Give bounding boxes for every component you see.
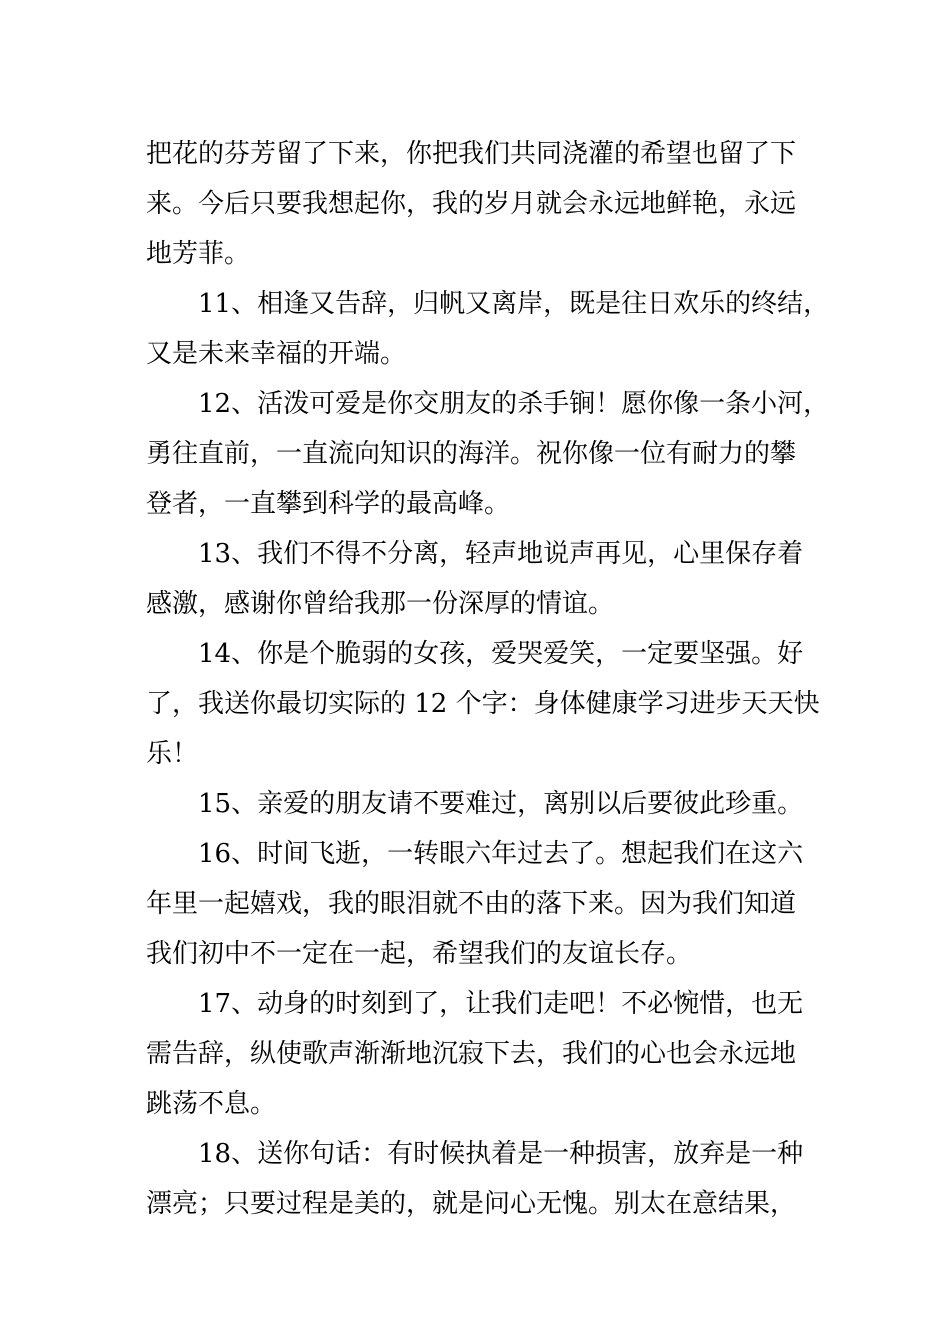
text-line: 又是未来幸福的开端。 xyxy=(146,339,407,369)
paragraph-11-start: 11、相逢又告辞，归帆又离岸，既是往日欢乐的终结， xyxy=(198,289,830,319)
text-line: 勇往直前，一直流向知识的海洋。祝你像一位有耐力的攀 xyxy=(146,439,797,469)
text-line: 我们初中不一定在一起，希望我们的友谊长存。 xyxy=(146,939,693,969)
text-line: 了，我送你最切实际的 12 个字：身体健康学习进步天天快 xyxy=(146,689,820,719)
paragraph-14-start: 14、你是个脆弱的女孩，爱哭爱笑，一定要坚强。好 xyxy=(198,639,804,669)
paragraph-17-start: 17、动身的时刻到了，让我们走吧！不必惋惜，也无 xyxy=(198,989,804,1019)
paragraph-15-start: 15、亲爱的朋友请不要难过，离别以后要彼此珍重。 xyxy=(198,789,804,819)
text-line: 把花的芬芳留了下来，你把我们共同浇灌的希望也留了下 xyxy=(146,139,797,169)
text-line: 年里一起嬉戏，我的眼泪就不由的落下来。因为我们知道 xyxy=(146,889,797,919)
paragraph-12-start: 12、活泼可爱是你交朋友的杀手锏！愿你像一条小河， xyxy=(198,389,830,419)
text-line: 来。今后只要我想起你，我的岁月就会永远地鲜艳，永远 xyxy=(146,189,797,219)
text-line: 乐！ xyxy=(146,739,199,769)
text-line: 地芳菲。 xyxy=(146,239,251,269)
paragraph-16-start: 16、时间飞逝，一转眼六年过去了。想起我们在这六 xyxy=(198,839,804,869)
text-line: 登者，一直攀到科学的最高峰。 xyxy=(146,489,511,519)
text-line: 感激，感谢你曾给我那一份深厚的情谊。 xyxy=(146,589,615,619)
document-body xyxy=(146,129,830,1229)
paragraph-13-start: 13、我们不得不分离，轻声地说声再见，心里保存着 xyxy=(198,539,804,569)
text-line: 跳荡不息。 xyxy=(146,1089,277,1119)
paragraph-18-start: 18、送你句话：有时候执着是一种损害，放弃是一种 xyxy=(198,1139,804,1169)
text-line: 漂亮；只要过程是美的，就是问心无愧。别太在意结果， xyxy=(146,1189,797,1219)
text-line: 需告辞，纵使歌声渐渐地沉寂下去，我们的心也会永远地 xyxy=(146,1039,797,1069)
